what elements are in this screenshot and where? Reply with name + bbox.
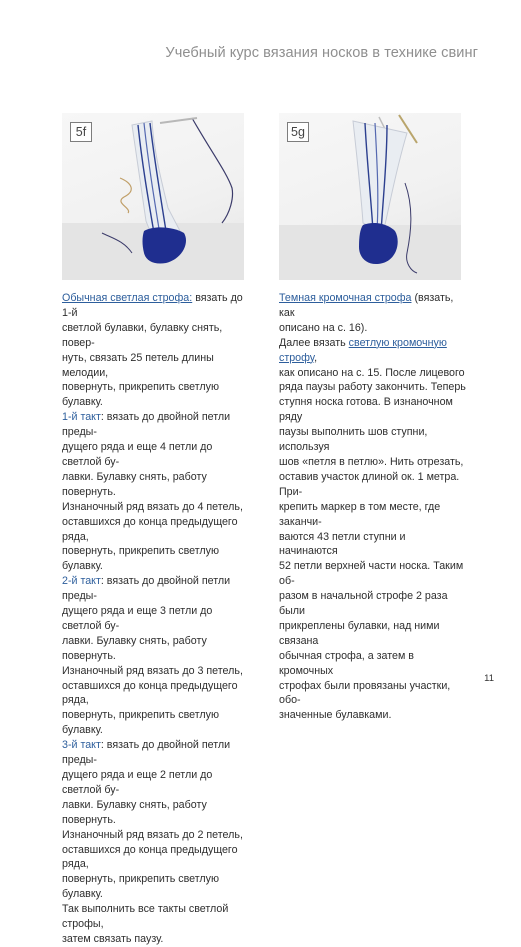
text-span: как описано на с. 15. После лицевого [279, 366, 465, 379]
text-span: дущего ряда и еще 4 петли до светлой бу- [62, 441, 213, 468]
photo-label: 5f [70, 122, 92, 142]
text-span: разом в начальной строфе 2 раза были [279, 590, 448, 618]
highlighted-term: 2-й такт [62, 575, 101, 588]
text-line [62, 380, 250, 410]
text-span: повернуть, прикрепить светлую булавку. [62, 545, 220, 573]
text-span: ступня носка готова. В изнаночном ряду [279, 396, 453, 424]
text-line [62, 574, 250, 604]
text-line [62, 902, 250, 932]
text-line [62, 604, 250, 634]
text-line [279, 500, 467, 530]
text-line [279, 559, 467, 589]
text-span: обычная строфа, а затем в кромочных [279, 649, 414, 677]
text-line [279, 455, 467, 470]
text-line [62, 828, 250, 843]
text-span: Далее вязать [279, 336, 349, 349]
highlighted-term: 1-й такт [62, 411, 101, 424]
text-line [279, 708, 467, 723]
text-span: нуть, связать 25 петель длины мелодии, [62, 351, 214, 379]
text-line [279, 366, 467, 381]
text-line [62, 843, 250, 873]
text-line [62, 708, 250, 738]
text-line [62, 410, 250, 440]
highlighted-term: Обычная светлая строфа: [62, 292, 193, 304]
text-span: повернуть, прикрепить светлую булавку. [62, 709, 220, 737]
text-span: (вязать, как [279, 292, 454, 319]
text-span: шов «петля в петлю». Нить отрезать, [279, 455, 464, 468]
text-span: Так выполнить все такты светлой строфы, [62, 903, 229, 931]
text-span: описано на с. 16). [279, 321, 368, 334]
text-span: вязать до 1-й [62, 292, 243, 319]
highlighted-term: светлую кромочную строфу [279, 336, 447, 364]
right-text-column [279, 291, 467, 723]
text-span: 52 петли верхней части носка. Таким об- [279, 560, 464, 588]
text-line [62, 351, 250, 381]
text-span: лавки. Булавку снять, работу повернуть. [62, 634, 207, 662]
text-line [62, 500, 250, 515]
text-line [279, 336, 467, 366]
text-span: дущего ряда и еще 2 петли до светлой бу- [62, 769, 213, 796]
highlighted-term: Темная кромочная строфа [279, 292, 412, 304]
text-span: оставшихся до конца предыдущего ряда, [62, 843, 238, 871]
text-span: ряда паузы работу закончить. Теперь [279, 381, 466, 394]
text-span: дущего ряда и еще 3 петли до светлой бу- [62, 605, 213, 632]
text-span: оставив участок длиной ок. 1 метра. При- [279, 470, 460, 498]
text-span: Изнаночный ряд вязать до 2 петель, [62, 828, 243, 841]
text-span: значенные булавками. [279, 709, 392, 722]
photo-5g [279, 113, 461, 280]
photo-label: 5g [287, 122, 309, 142]
text-span: повернуть, прикрепить светлую булавку. [62, 381, 220, 409]
text-line [62, 321, 250, 351]
text-line [279, 470, 467, 500]
page-number: 11 [484, 673, 494, 684]
text-line [279, 380, 467, 395]
highlighted-term: 3-й такт [62, 739, 101, 752]
text-span: крепить маркер в том месте, где заканчи- [279, 500, 441, 528]
photo-5f [62, 113, 244, 280]
text-line [279, 321, 467, 336]
text-span: : вязать до двойной петли преды- [62, 575, 231, 603]
text-line [62, 738, 250, 768]
text-line [62, 515, 250, 545]
text-line [279, 291, 467, 321]
text-span: лавки. Булавку снять, работу повернуть. [62, 470, 207, 498]
text-line [62, 291, 250, 321]
text-line [279, 395, 467, 425]
text-span: Изнаночный ряд вязать до 3 петель, [62, 664, 243, 677]
text-line [279, 589, 467, 619]
text-line [62, 768, 250, 798]
text-span: ваются 43 петли ступни и начинаются [279, 530, 406, 558]
text-line [279, 679, 467, 709]
left-text-column [62, 291, 250, 947]
text-line [62, 544, 250, 574]
text-line [62, 932, 250, 947]
text-line [62, 470, 250, 500]
text-line [62, 664, 250, 679]
text-span: паузы выполнить шов ступни, используя [279, 426, 428, 454]
text-span: прикреплены булавки, над ними связана [279, 619, 440, 647]
text-line [279, 649, 467, 679]
text-line [279, 530, 467, 560]
text-span: затем связать паузу. [62, 932, 164, 945]
text-span: : вязать до двойной петли преды- [62, 411, 231, 439]
text-line [279, 425, 467, 455]
text-line [62, 798, 250, 828]
text-span: оставшихся до конца предыдущего ряда, [62, 679, 238, 707]
page-header: Учебный курс вязания носков в технике свинг [165, 45, 478, 61]
text-span: : вязать до двойной петли преды- [62, 739, 231, 767]
text-line [62, 634, 250, 664]
text-span: лавки. Булавку снять, работу повернуть. [62, 798, 207, 826]
text-span: строфах были провязаны участки, обо- [279, 679, 451, 707]
text-span: , [314, 351, 318, 364]
text-line [62, 872, 250, 902]
text-line [62, 440, 250, 470]
text-line [62, 679, 250, 709]
text-span: повернуть, прикрепить светлую булавку. [62, 873, 220, 901]
text-span: оставшихся до конца предыдущего ряда, [62, 515, 238, 543]
text-line [279, 619, 467, 649]
text-span: светлой булавки, булавку снять, повер- [62, 321, 223, 349]
text-span: Изнаночный ряд вязать до 4 петель, [62, 500, 243, 513]
